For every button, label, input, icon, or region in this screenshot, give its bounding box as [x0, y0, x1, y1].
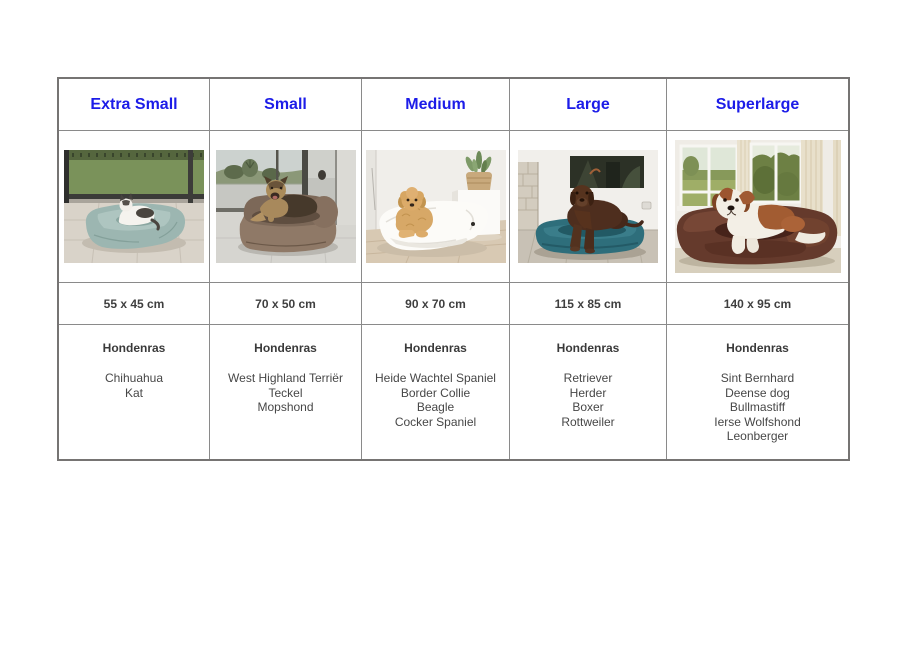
- product-photo-cell: [59, 131, 209, 283]
- product-photo-cell: [510, 131, 666, 283]
- dimensions-label: 115 x 85 cm: [510, 283, 666, 325]
- breed-item: Boxer: [572, 400, 604, 414]
- column-large: [510, 79, 667, 459]
- breed-item: Mopshond: [257, 400, 314, 414]
- breed-list-cell: [59, 325, 209, 459]
- labrador-on-teal-bed-photo: [518, 150, 658, 263]
- product-photo-cell: [210, 131, 361, 283]
- size-header: Superlarge: [667, 79, 848, 131]
- breed-item: Deense dog: [725, 385, 790, 400]
- product-photo-cell: [362, 131, 509, 283]
- column-small: [210, 79, 362, 459]
- size-header: Large: [510, 79, 666, 131]
- column-superlarge: [667, 79, 848, 459]
- saint-bernard-on-brown-bed-photo: [675, 140, 841, 273]
- breed-heading: Hondenras: [404, 341, 467, 355]
- breed-item: Leonberger: [726, 429, 789, 443]
- size-header: Extra Small: [59, 79, 209, 131]
- breed-heading: Hondenras: [726, 341, 789, 355]
- terrier-on-taupe-bed-photo: [216, 150, 356, 263]
- breed-item: Rottweiler: [561, 414, 615, 429]
- breed-item: Border Collie: [400, 385, 471, 400]
- dimensions-label: 140 x 95 cm: [667, 283, 848, 325]
- breed-list-cell: [362, 325, 509, 459]
- column-medium: [362, 79, 510, 459]
- size-header: Small: [210, 79, 361, 131]
- dimensions-label: 55 x 45 cm: [59, 283, 209, 325]
- breed-item: Kat: [124, 385, 143, 400]
- breed-item: Herder: [569, 385, 607, 400]
- breed-item: Teckel: [268, 385, 303, 400]
- product-photo-cell: [667, 131, 848, 283]
- breed-heading: Hondenras: [102, 341, 166, 355]
- breed-item: Retriever: [563, 371, 613, 385]
- size-header: Medium: [362, 79, 509, 131]
- breed-item: Chihuahua: [104, 371, 164, 385]
- breed-heading: Hondenras: [254, 341, 317, 355]
- breed-list-cell: [210, 325, 361, 459]
- breed-list-cell: [510, 325, 666, 459]
- breed-item: Ierse Wolfshond: [714, 414, 801, 429]
- breed-item: Beagle: [416, 400, 455, 414]
- dimensions-label: 70 x 50 cm: [210, 283, 361, 325]
- size-comparison-table: [57, 77, 850, 461]
- breed-heading: Hondenras: [556, 341, 620, 355]
- breed-item: Bullmastiff: [729, 400, 786, 414]
- breed-list-cell: [667, 325, 848, 459]
- breed-item: Cocker Spaniel: [394, 414, 477, 429]
- breed-item: Heide Wachtel Spaniel: [375, 371, 496, 385]
- cat-on-light-blue-bed-photo: [64, 150, 204, 263]
- dimensions-label: 90 x 70 cm: [362, 283, 509, 325]
- column-extra-small: [59, 79, 210, 459]
- breed-item: West Highland Terriër: [228, 371, 343, 385]
- doodle-on-white-bed-photo: [366, 150, 506, 263]
- breed-item: Sint Bernhard: [720, 371, 795, 385]
